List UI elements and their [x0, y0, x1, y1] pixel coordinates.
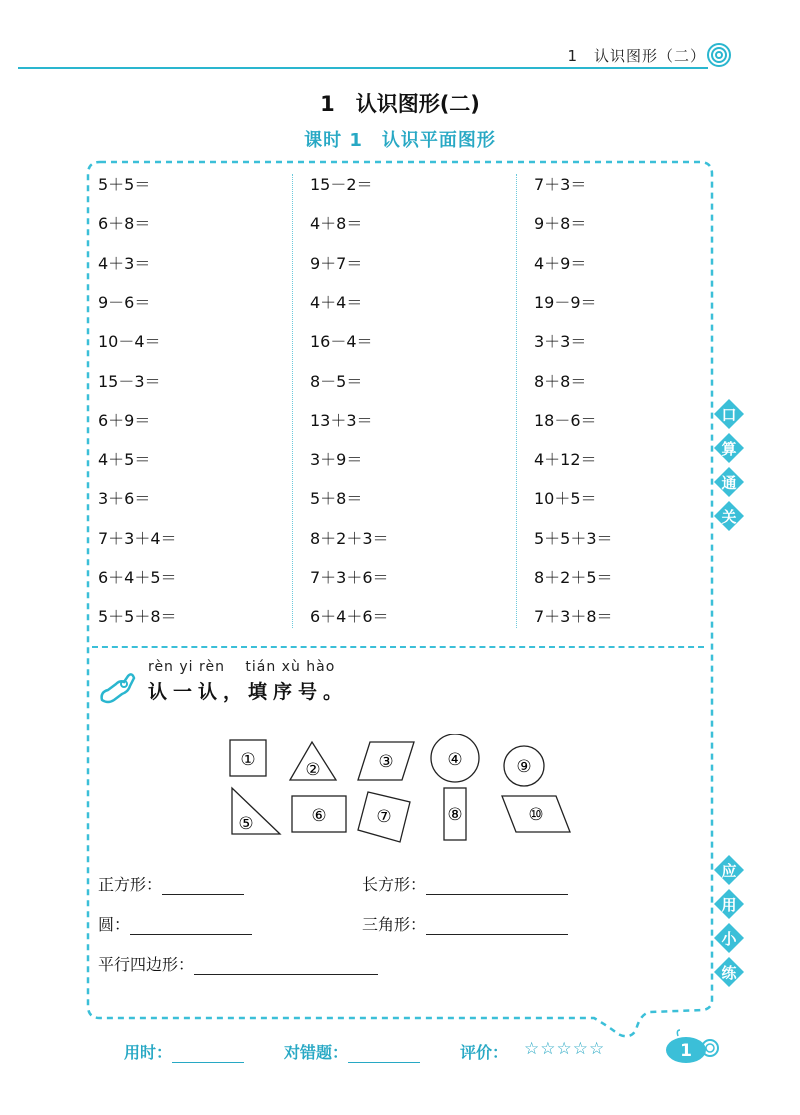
- exercise-item: 10＋5＝: [534, 489, 597, 509]
- exercise-item: 4＋5＝: [98, 450, 151, 470]
- shape-parallelogram: [358, 742, 414, 780]
- side-tag-char-text: 用: [721, 895, 737, 914]
- side-tag-char: [713, 500, 745, 532]
- exercise-item: 15－3＝: [98, 371, 161, 391]
- shape-square: [230, 740, 266, 776]
- side-tag-char-text: 关: [721, 507, 737, 526]
- shape-label: ①: [240, 750, 256, 770]
- side-tag-char: [713, 888, 745, 920]
- exercise-item: 3＋3＝: [534, 332, 587, 352]
- column-divider: [516, 174, 517, 628]
- answer-triangle: [362, 912, 568, 935]
- exercise-item: 7＋3＋8＝: [534, 607, 613, 627]
- answer-blank[interactable]: [162, 878, 244, 895]
- lesson-subtitle: 课时 1 认识平面图形: [304, 130, 496, 151]
- answer-blank[interactable]: [426, 878, 568, 895]
- shapes-figure: [220, 734, 590, 844]
- side-tag-char-text: 应: [721, 861, 737, 880]
- exercise-item: 10－4＝: [98, 332, 161, 352]
- exercise-item: 6＋8＝: [98, 214, 151, 234]
- shape-circle: [431, 734, 479, 782]
- exercise-item: 4＋9＝: [534, 253, 587, 273]
- exercise-item: 3＋9＝: [310, 450, 363, 470]
- header-chapter: 1 认识图形（二）: [567, 47, 706, 65]
- exercise-item: 8－5＝: [310, 371, 363, 391]
- shape-label: ⑩: [528, 805, 544, 825]
- page-number: 1: [680, 1041, 692, 1061]
- exercise-item: 7＋3＋4＝: [98, 528, 177, 548]
- side-tag-char-text: 通: [721, 473, 737, 492]
- exercise-item: 15－2＝: [310, 175, 373, 194]
- shape-rectangle: [444, 788, 466, 840]
- exercise-item: 9＋8＝: [534, 214, 587, 234]
- pointing-hand-icon: [98, 670, 138, 706]
- exercise-item: 13＋3＝: [310, 410, 373, 430]
- instruction-text: 认一认，填序号。: [148, 681, 349, 703]
- footer-time-label: 用时：: [124, 1043, 173, 1062]
- exercise-item: 5＋5＝: [98, 175, 151, 194]
- time-blank[interactable]: [172, 1048, 244, 1063]
- shape-label: ⑤: [238, 814, 254, 834]
- answer-blank[interactable]: [194, 958, 378, 975]
- side-tag-application: [713, 854, 747, 990]
- side-tag-char-text: 小: [721, 929, 737, 948]
- side-tag-char-text: 算: [721, 439, 737, 458]
- footer-rating-label: 评价：: [460, 1043, 509, 1062]
- side-tag-char: [713, 922, 745, 954]
- section-divider: [92, 646, 704, 648]
- answer-label: 正方形：: [98, 877, 163, 894]
- page-number-snail: [664, 1028, 724, 1064]
- answer-parallelogram: [98, 952, 378, 975]
- exercise-item: 7＋3＋6＝: [310, 568, 389, 587]
- footer-rating: [460, 1040, 508, 1063]
- exercise-item: 9－6＝: [98, 292, 151, 312]
- exercise-item: 5＋5＋3＝: [534, 528, 613, 548]
- shape-right-triangle: [232, 788, 280, 834]
- shape-label: ④: [447, 750, 463, 770]
- rating-stars[interactable]: ☆☆☆☆☆: [524, 1039, 606, 1059]
- page-title: 1 认识图形(二): [320, 92, 480, 116]
- side-tag-char-text: 练: [721, 963, 737, 982]
- shape-label: ⑥: [311, 806, 327, 826]
- exercise-item: 8＋8＝: [534, 371, 587, 391]
- side-tag-oral-math: [713, 398, 747, 534]
- exercise-item: 19－9＝: [534, 292, 597, 312]
- shape-label: ⑧: [447, 805, 463, 825]
- exercise-item: 4＋4＝: [310, 292, 363, 312]
- exercise-item: 16－4＝: [310, 332, 373, 352]
- answer-blank[interactable]: [426, 918, 568, 935]
- side-tag-char-text: 口: [721, 405, 737, 424]
- answer-circle: [98, 912, 252, 935]
- answer-label: 圆：: [98, 917, 131, 934]
- exercise-item: 4＋3＝: [98, 253, 151, 273]
- answer-blank[interactable]: [130, 918, 252, 935]
- shape-label: ③: [378, 752, 394, 772]
- exercise-item: 18－6＝: [534, 410, 597, 430]
- shape-circle: [504, 746, 544, 786]
- column-divider: [292, 174, 293, 628]
- exercise-item: 8＋2＋3＝: [310, 528, 389, 548]
- instruction-pinyin: rèn yi rèn tián xù hào: [148, 659, 336, 675]
- answer-square: [98, 872, 244, 895]
- exercise-item: 6＋9＝: [98, 410, 151, 430]
- side-tag-char: [713, 432, 745, 464]
- shape-parallelogram: [502, 796, 570, 832]
- shape-label: ②: [305, 760, 321, 780]
- shape-triangle: [290, 742, 336, 780]
- exercise-item: 5＋8＝: [310, 489, 363, 509]
- answer-label: 平行四边形：: [98, 957, 195, 974]
- side-tag-char: [713, 956, 745, 988]
- exercise-item: 4＋8＝: [310, 214, 363, 234]
- side-tag-char: [713, 466, 745, 498]
- footer-errors-label: 对错题：: [284, 1043, 349, 1062]
- answer-label: 三角形：: [362, 917, 427, 934]
- exercise-item: 7＋3＝: [534, 175, 587, 194]
- exercise-item: 3＋6＝: [98, 489, 151, 509]
- exercise-item: 6＋4＋5＝: [98, 568, 177, 587]
- errors-blank[interactable]: [348, 1048, 420, 1063]
- shape-label: ⑦: [376, 807, 392, 827]
- shape-rotated-square: [358, 792, 410, 842]
- shape-label: ⑨: [516, 757, 532, 777]
- exercise-item: 8＋2＋5＝: [534, 568, 613, 587]
- footer-errors: [284, 1040, 420, 1063]
- footer-time: [124, 1040, 244, 1063]
- shape-rectangle: [292, 796, 346, 832]
- exercise-item: 9＋7＝: [310, 253, 363, 273]
- answer-rectangle: [362, 872, 568, 895]
- exercise-item: 6＋4＋6＝: [310, 607, 389, 627]
- side-tag-char: [713, 398, 745, 430]
- exercise-item: 5＋5＋8＝: [98, 607, 177, 627]
- side-tag-char: [713, 854, 745, 886]
- exercise-item: 4＋12＝: [534, 450, 597, 470]
- answer-label: 长方形：: [362, 877, 427, 894]
